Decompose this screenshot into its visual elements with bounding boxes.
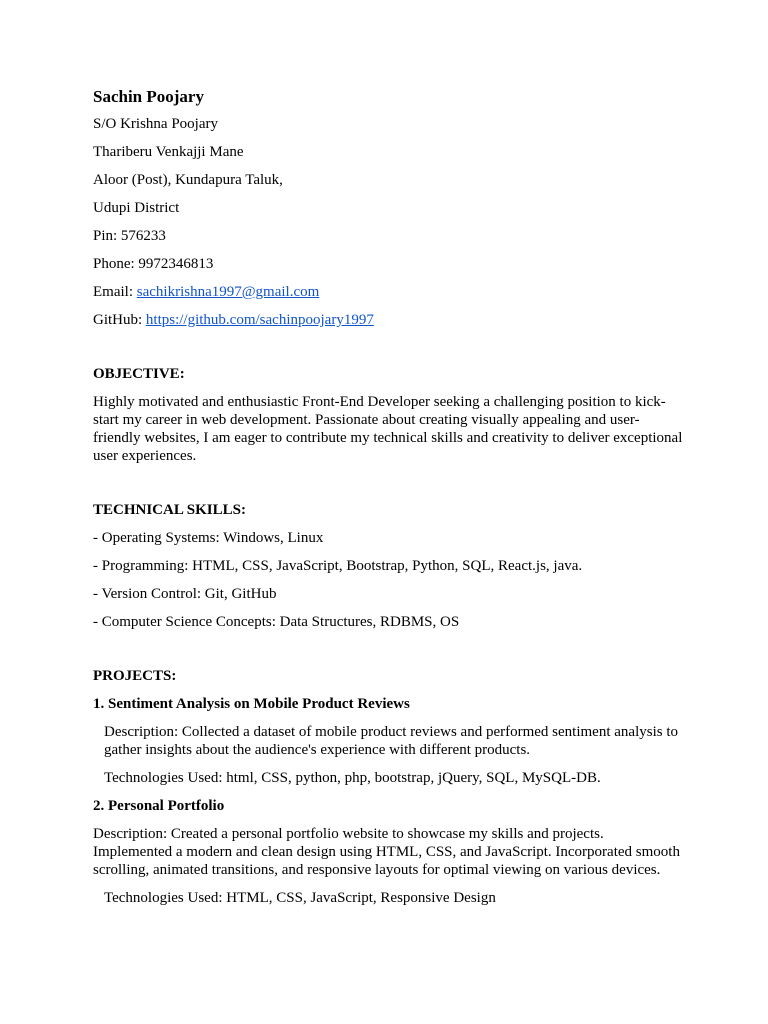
email-link[interactable]: sachikrishna1997@gmail.com (136, 284, 320, 300)
github-line (93, 311, 683, 329)
address-post: Aloor (Post), Kundapura Taluk, (93, 172, 283, 188)
skills-heading: TECHNICAL SKILLS: (93, 502, 246, 518)
skill-item: - Operating Systems: Windows, Linux (93, 530, 324, 546)
project-title: 1. Sentiment Analysis on Mobile Product Reviews (93, 696, 410, 712)
projects-heading: PROJECTS: (93, 668, 177, 684)
email-line (93, 283, 683, 301)
project-title: 2. Personal Portfolio (93, 798, 225, 814)
project-description: Description: Created a personal portfolio website to showcase my skills and projects. Implemented a modern and clean design using HTML, CSS, and JavaScript. Incorporated smooth scrolling, animated transitions, and responsive layouts for optimal viewing on various devices. (93, 826, 680, 878)
objective-heading: OBJECTIVE: (93, 366, 185, 382)
github-link[interactable]: https://github.com/sachinpoojary1997 (145, 312, 374, 328)
address-pin: Pin: 576233 (93, 228, 166, 244)
skill-item: - Computer Science Concepts: Data Structures, RDBMS, OS (93, 614, 460, 630)
candidate-name: Sachin Poojary (93, 87, 204, 106)
project-description: Description: Collected a dataset of mobile product reviews and performed sentiment analysis to gather insights about the audience's experience with different products. (104, 724, 678, 758)
phone-number: Phone: 9972346813 (93, 256, 214, 272)
objective-text: Highly motivated and enthusiastic Front-End Developer seeking a challenging position to kick-start my career in web development. Passionate about creating visually appealing and user-friendly websites, I am eager to contribute my technical skills and creativity to deliver exceptional user experiences. (93, 394, 683, 464)
skill-item: - Version Control: Git, GitHub (93, 586, 277, 602)
resume-page (93, 86, 683, 917)
address-district: Udupi District (93, 200, 180, 216)
github-label: GitHub: (93, 312, 146, 328)
email-label: Email: (93, 284, 137, 300)
project-technologies: Technologies Used: html, CSS, python, php, bootstrap, jQuery, SQL, MySQL-DB. (104, 770, 601, 786)
father-name: S/O Krishna Poojary (93, 116, 218, 132)
project-technologies: Technologies Used: HTML, CSS, JavaScript, Responsive Design (104, 890, 496, 906)
address-house: Thariberu Venkajji Mane (93, 144, 244, 160)
skill-item: - Programming: HTML, CSS, JavaScript, Bootstrap, Python, SQL, React.js, java. (93, 558, 583, 574)
